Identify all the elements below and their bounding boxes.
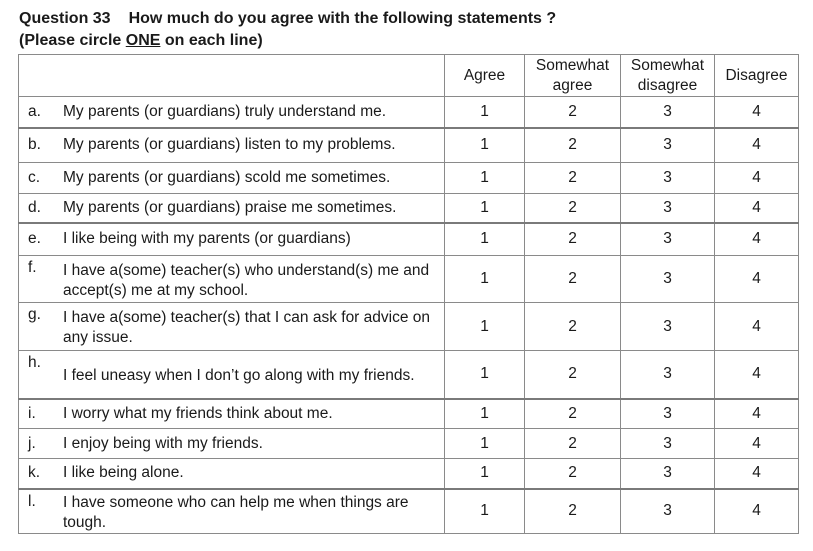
statement-letter: e. xyxy=(28,230,41,248)
statement-text: I enjoy being with my friends. xyxy=(63,434,263,452)
statement-cell xyxy=(19,194,445,223)
statement-text: My parents (or guardians) listen to my problems. xyxy=(63,136,396,154)
statement-text: I have a(some) teacher(s) who understand(s) me and accept(s) me at my school. xyxy=(63,261,430,299)
response-option-somewhat-disagree[interactable]: 3 xyxy=(621,97,715,128)
table-row xyxy=(19,223,799,256)
response-option-agree[interactable]: 1 xyxy=(445,303,525,351)
statement-cell xyxy=(19,303,445,351)
response-option-disagree[interactable]: 4 xyxy=(715,163,799,194)
statement-cell xyxy=(19,128,445,163)
response-option-somewhat-disagree[interactable]: 3 xyxy=(621,489,715,534)
statement-cell xyxy=(19,163,445,194)
statement-text: I feel uneasy when I don’t go along with my friends. xyxy=(63,366,415,384)
statement-letter: d. xyxy=(28,198,41,216)
column-header-disagree: Disagree xyxy=(715,55,799,97)
response-option-somewhat-disagree[interactable]: 3 xyxy=(621,399,715,429)
statement-letter: g. xyxy=(28,306,41,323)
instruction-emphasis: ONE xyxy=(125,32,161,49)
response-option-somewhat-disagree[interactable]: 3 xyxy=(621,303,715,351)
header-row xyxy=(19,55,799,97)
response-option-somewhat-disagree[interactable]: 3 xyxy=(621,128,715,163)
response-option-agree[interactable]: 1 xyxy=(445,489,525,534)
statement-text: I worry what my friends think about me. xyxy=(63,404,333,422)
statement-text: I have a(some) teacher(s) that I can ask for advice on any issue. xyxy=(63,309,431,346)
response-option-somewhat-agree[interactable]: 2 xyxy=(525,128,621,163)
statement-letter: k. xyxy=(28,464,41,482)
statement-letter: h. xyxy=(28,354,41,371)
statement-cell xyxy=(19,429,445,459)
statement-text: My parents (or guardians) scold me sometimes. xyxy=(63,169,391,186)
response-option-somewhat-disagree[interactable]: 3 xyxy=(621,223,715,256)
response-option-somewhat-agree[interactable]: 2 xyxy=(525,399,621,429)
likert-table xyxy=(18,54,799,534)
response-option-agree[interactable]: 1 xyxy=(445,399,525,429)
response-option-agree[interactable]: 1 xyxy=(445,194,525,223)
table-row xyxy=(19,399,799,429)
response-option-agree[interactable]: 1 xyxy=(445,163,525,194)
response-option-somewhat-agree[interactable]: 2 xyxy=(525,163,621,194)
response-option-disagree[interactable]: 4 xyxy=(715,97,799,128)
response-option-somewhat-agree[interactable]: 2 xyxy=(525,351,621,399)
response-option-disagree[interactable]: 4 xyxy=(715,194,799,223)
statement-text: I like being alone. xyxy=(63,464,184,482)
column-header-somewhat-agree: Somewhat agree xyxy=(525,55,621,97)
statement-text: My parents (or guardians) praise me sometimes. xyxy=(63,198,397,216)
table-row xyxy=(19,194,799,223)
table-row xyxy=(19,97,799,128)
response-option-disagree[interactable]: 4 xyxy=(715,256,799,303)
response-option-disagree[interactable]: 4 xyxy=(715,351,799,399)
instruction-prefix: (Please circle xyxy=(19,32,126,49)
response-option-somewhat-disagree[interactable]: 3 xyxy=(621,256,715,303)
statement-letter: l. xyxy=(28,492,36,510)
response-option-somewhat-agree[interactable]: 2 xyxy=(525,489,621,534)
table-row xyxy=(19,163,799,194)
statement-letter: b. xyxy=(28,136,41,154)
response-option-somewhat-disagree[interactable]: 3 xyxy=(621,351,715,399)
statement-text: I have someone who can help me when things are tough. xyxy=(63,493,409,531)
response-option-disagree[interactable]: 4 xyxy=(715,459,799,489)
response-option-disagree[interactable]: 4 xyxy=(715,303,799,351)
table-row xyxy=(19,459,799,489)
question-heading xyxy=(19,8,556,30)
statement-cell xyxy=(19,399,445,429)
statement-cell xyxy=(19,459,445,489)
response-option-somewhat-agree[interactable]: 2 xyxy=(525,459,621,489)
question-text: How much do you agree with the following statements ? xyxy=(128,10,557,27)
table-row xyxy=(19,351,799,399)
statement-letter: i. xyxy=(28,404,36,422)
instruction-suffix: on each line) xyxy=(160,32,263,49)
statement-letter: a. xyxy=(28,102,41,120)
response-option-somewhat-agree[interactable]: 2 xyxy=(525,223,621,256)
response-option-disagree[interactable]: 4 xyxy=(715,399,799,429)
response-option-agree[interactable]: 1 xyxy=(445,256,525,303)
table-row xyxy=(19,429,799,459)
statement-text: I like being with my parents (or guardians) xyxy=(63,230,351,248)
table-row xyxy=(19,256,799,303)
table-row xyxy=(19,489,799,534)
statement-cell xyxy=(19,351,445,399)
response-option-disagree[interactable]: 4 xyxy=(715,223,799,256)
response-option-disagree[interactable]: 4 xyxy=(715,429,799,459)
response-option-agree[interactable]: 1 xyxy=(445,429,525,459)
response-option-disagree[interactable]: 4 xyxy=(715,489,799,534)
response-option-somewhat-disagree[interactable]: 3 xyxy=(621,459,715,489)
column-header-agree: Agree xyxy=(445,55,525,97)
statement-cell xyxy=(19,256,445,303)
response-option-agree[interactable]: 1 xyxy=(445,223,525,256)
response-option-somewhat-disagree[interactable]: 3 xyxy=(621,194,715,223)
statement-cell xyxy=(19,489,445,534)
response-option-somewhat-agree[interactable]: 2 xyxy=(525,97,621,128)
statement-cell xyxy=(19,223,445,256)
statement-header xyxy=(19,55,445,97)
response-option-disagree[interactable]: 4 xyxy=(715,128,799,163)
response-option-somewhat-disagree[interactable]: 3 xyxy=(621,429,715,459)
question-instruction xyxy=(19,30,263,52)
statement-text: My parents (or guardians) truly understand me. xyxy=(63,102,387,120)
table-row xyxy=(19,303,799,351)
question-number: Question 33 xyxy=(19,10,111,27)
response-option-agree[interactable]: 1 xyxy=(445,459,525,489)
statement-letter: j. xyxy=(28,434,36,452)
response-option-agree[interactable]: 1 xyxy=(445,97,525,128)
statement-letter: f. xyxy=(28,259,37,276)
statement-letter: c. xyxy=(28,169,41,186)
response-option-agree[interactable]: 1 xyxy=(445,128,525,163)
response-option-agree[interactable]: 1 xyxy=(445,351,525,399)
response-option-somewhat-agree[interactable]: 2 xyxy=(525,194,621,223)
column-header-somewhat-disagree: Somewhat disagree xyxy=(621,55,715,97)
table-row xyxy=(19,128,799,163)
statement-cell xyxy=(19,97,445,128)
response-option-somewhat-disagree[interactable]: 3 xyxy=(621,163,715,194)
response-option-somewhat-agree[interactable]: 2 xyxy=(525,429,621,459)
response-option-somewhat-agree[interactable]: 2 xyxy=(525,303,621,351)
response-option-somewhat-agree[interactable]: 2 xyxy=(525,256,621,303)
